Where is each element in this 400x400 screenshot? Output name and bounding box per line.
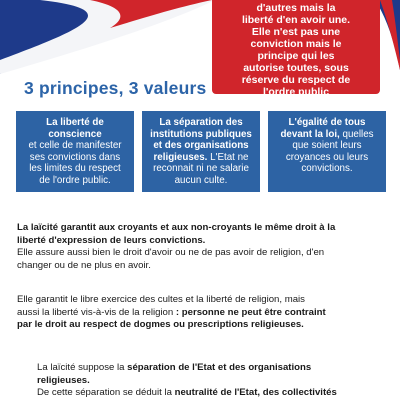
paragraph-text: De cette séparation se déduit la bbox=[37, 387, 175, 399]
paragraph-bold-text: séparation de l'Etat et des organisations bbox=[127, 362, 312, 373]
card-text: quelles bbox=[342, 128, 374, 140]
card-bold-text: et des organisations bbox=[153, 140, 249, 151]
card-text: croyances ou leurs bbox=[285, 151, 369, 163]
card-bold-text: religieuses. bbox=[153, 151, 208, 163]
paragraph-libre-exercice bbox=[17, 294, 391, 332]
card-text: que soient leurs bbox=[292, 140, 362, 151]
card-text: et celle de manifester bbox=[28, 140, 122, 151]
paragraph-bold-text: : personne ne peut être contraint bbox=[173, 306, 326, 318]
paragraph-text: La laïcité suppose la bbox=[37, 362, 128, 373]
paragraph-bold-text: liberté d'expression de leurs convictions. bbox=[17, 234, 206, 246]
card-text: de l'ordre public. bbox=[39, 174, 111, 186]
paragraph-text: Elle assure aussi bien le droit d'avoir ou ne de pas avoir de religion, d'en bbox=[17, 247, 325, 259]
quote-line: d'autres mais la bbox=[256, 2, 336, 14]
paragraph-liberte-expression bbox=[17, 222, 391, 272]
card-bold-text: L'égalité de tous bbox=[288, 117, 366, 128]
card-bold-text: La liberté de conscience bbox=[46, 117, 104, 140]
quote-line: réserve du respect de bbox=[241, 74, 351, 86]
paragraph-text: aussi la liberté vis-à-vis de la religion bbox=[17, 306, 174, 318]
principle-card-egalite bbox=[268, 111, 386, 192]
quote-line: liberté d'en avoir une. bbox=[241, 14, 351, 26]
card-bold-text: La séparation des bbox=[159, 117, 243, 128]
card-bold-text: institutions publiques bbox=[150, 128, 252, 140]
quote-line: principe qui les bbox=[257, 50, 335, 62]
paragraph-bold-text: par le droit au respect de dogmes ou prescriptions religieuses. bbox=[17, 319, 304, 331]
paragraph-bold-text: La laïcité garantit aux croyants et aux non-croyants le même droit à la bbox=[17, 222, 336, 233]
card-text: ses convictions dans bbox=[29, 151, 121, 163]
paragraph-bold-text: religieuses. bbox=[37, 374, 90, 386]
paragraph-bold-text: neutralité de l'Etat, des collectivités bbox=[174, 387, 337, 399]
quote-line: Elle n'est pas une bbox=[251, 26, 341, 38]
card-text: aucun culte. bbox=[174, 174, 228, 186]
principle-card-liberte bbox=[16, 111, 134, 192]
quote-box bbox=[212, 0, 380, 98]
card-text: L'Etat ne bbox=[210, 151, 249, 163]
paragraph-text: Elle garantit le libre exercice des cultes et la liberté de religion, mais bbox=[17, 294, 305, 305]
card-bold-text: devant la loi, bbox=[280, 128, 340, 140]
paragraph-separation bbox=[37, 362, 397, 400]
card-text: les limites du respect bbox=[29, 163, 121, 174]
section-title: 3 principes, 3 valeurs bbox=[24, 78, 207, 98]
quote-line: autorise toutes, sous bbox=[243, 62, 349, 74]
card-text: reconnait ni ne salarie bbox=[153, 163, 249, 174]
paragraph-text: changer ou de ne plus en avoir. bbox=[17, 259, 151, 271]
quote-line: conviction mais le bbox=[250, 38, 342, 50]
principle-card-separation bbox=[142, 111, 260, 192]
quote-line: l'ordre public bbox=[262, 86, 330, 98]
card-text: convictions. bbox=[301, 163, 353, 174]
